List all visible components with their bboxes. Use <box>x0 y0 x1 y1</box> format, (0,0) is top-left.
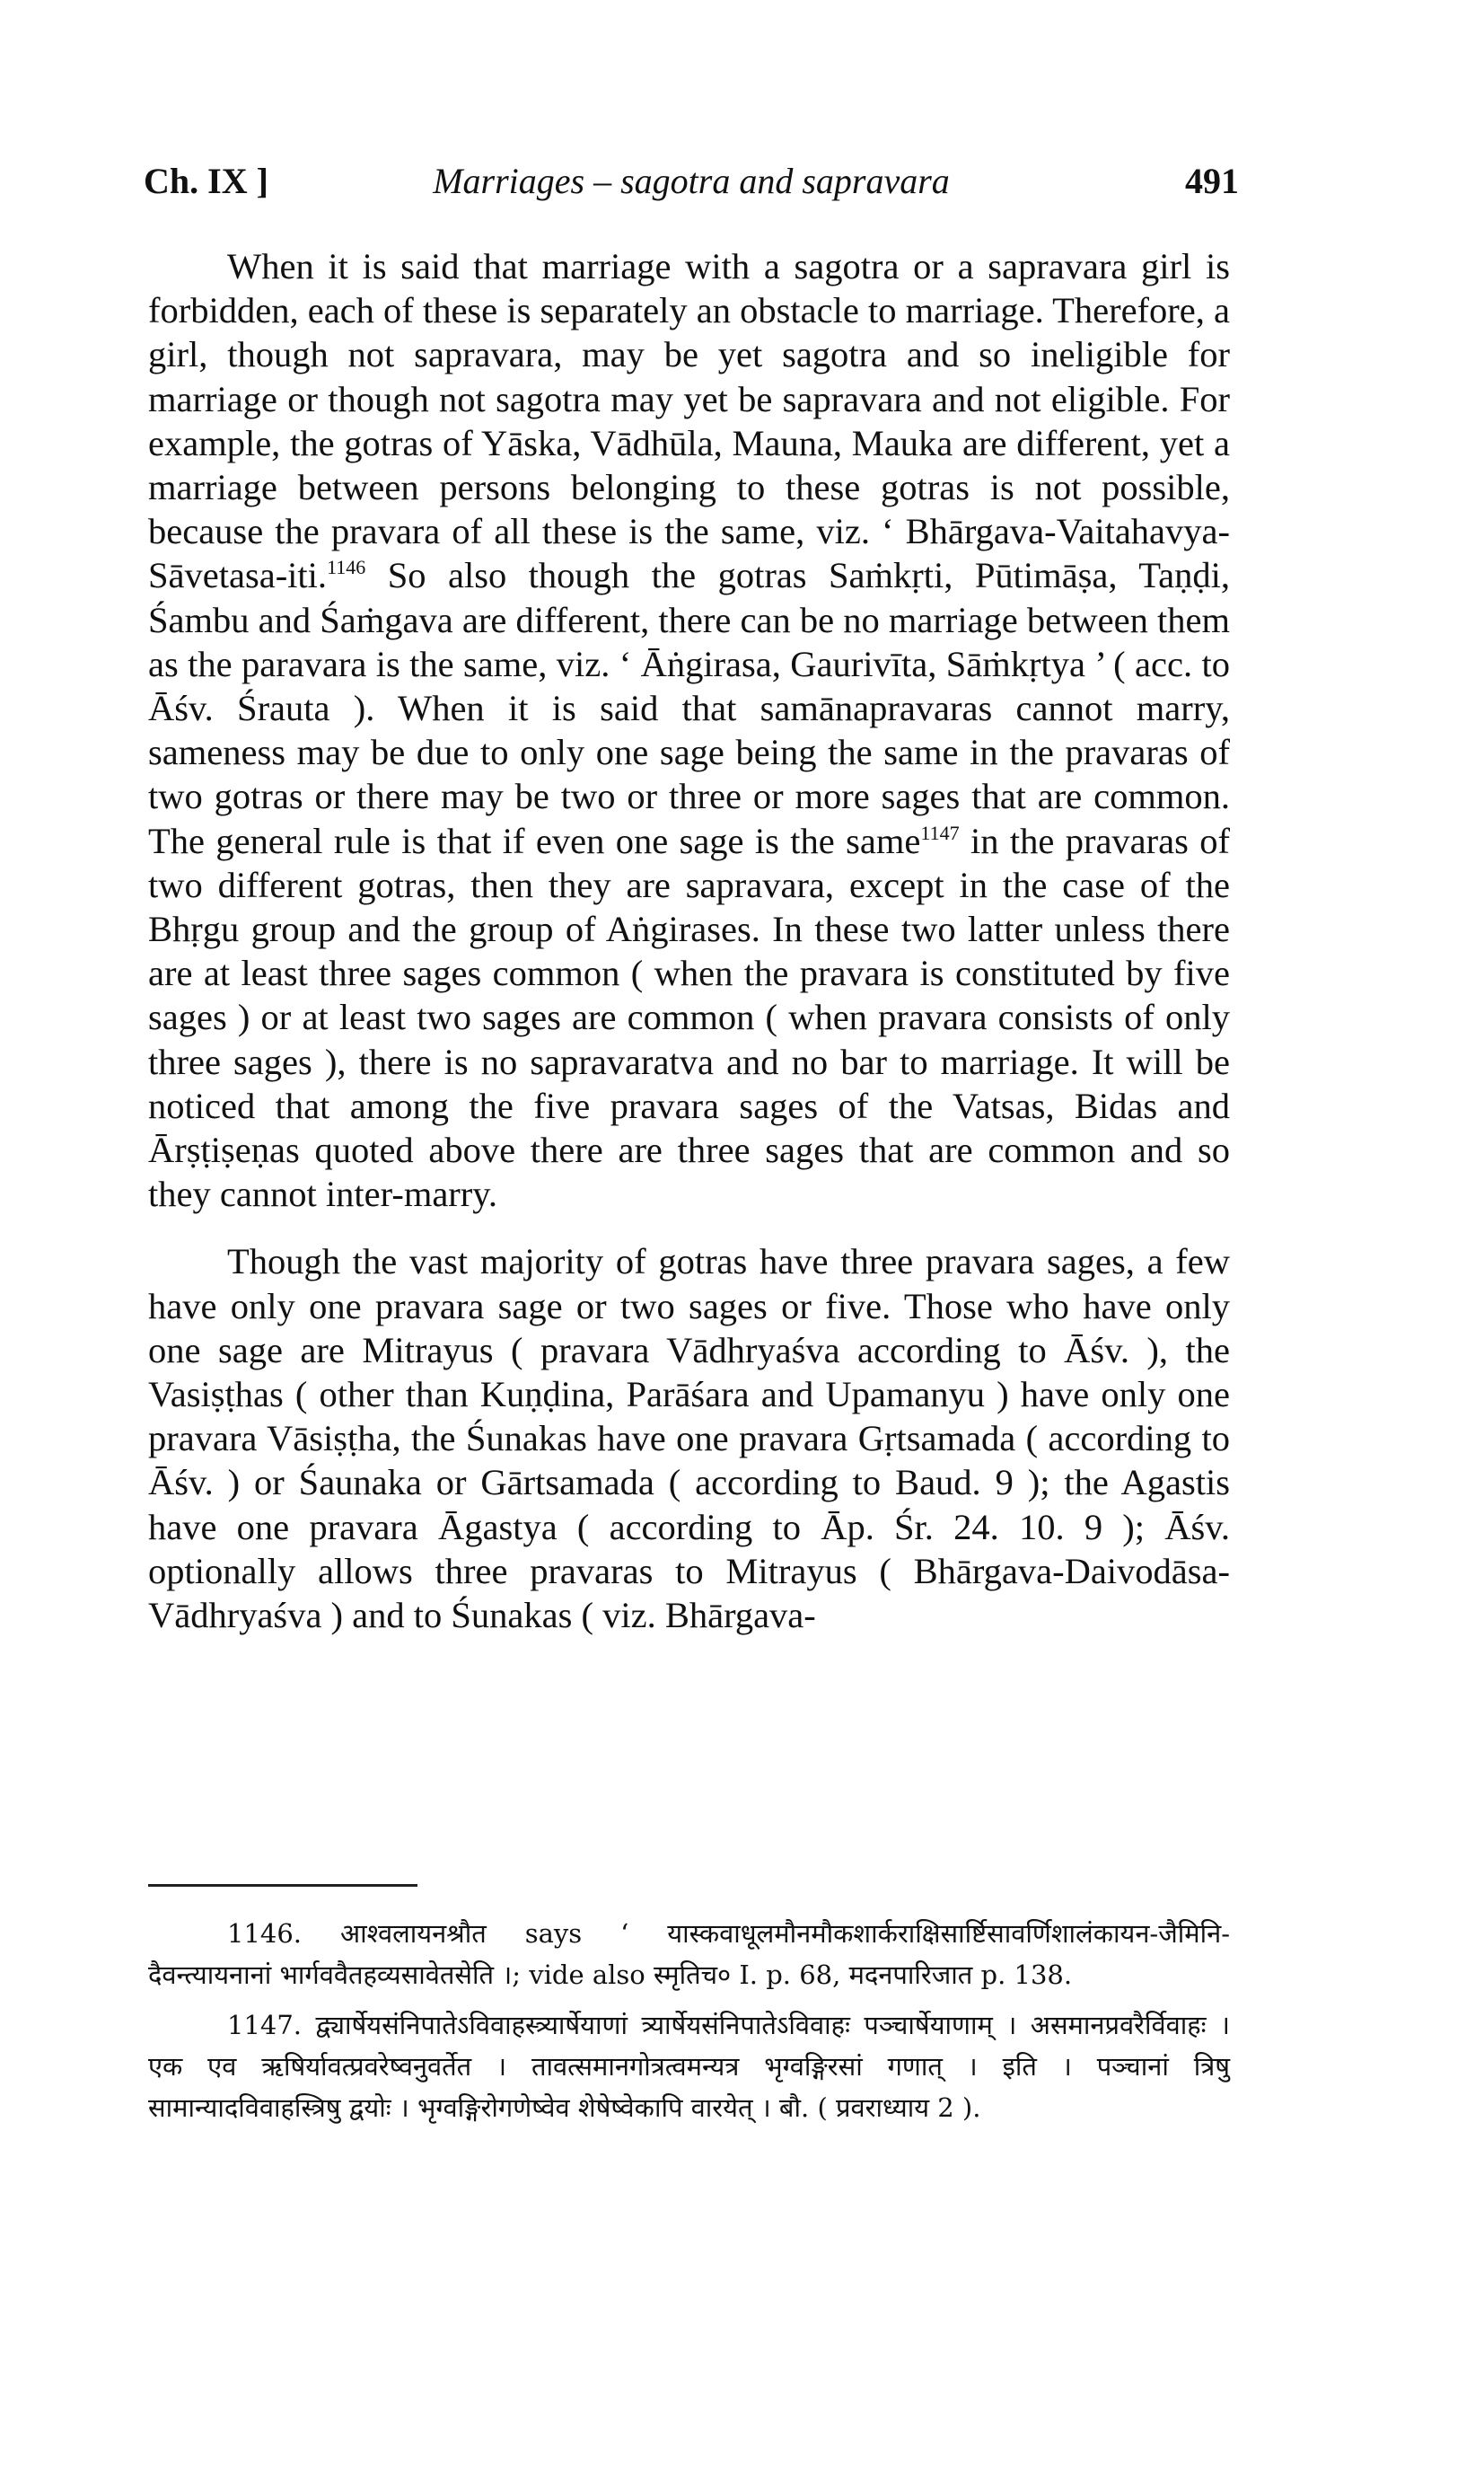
footnotes <box>148 1913 1230 2137</box>
running-title: Marriages – sagotra and sapravara <box>433 161 950 201</box>
paragraph-1-part-c: in the pravaras of two different gotras, then they are sapravara, except in the case of the Bhṛgu group and the group of Aṅgirases. In these two latter unless there are at least three sages common ( when the pravara is constituted by five sages ) or at least two sages are common ( when pravara consists of only three sages ), there is no sapravaratva and no bar to marriage. It will be noticed that among the five pravara sages of the Vatsas, Bidas and Ārṣṭiṣeṇas quoted above there are three sages that are common and so they cannot inter-marry. <box>148 820 1230 1215</box>
running-header <box>144 160 1239 214</box>
footnote-1146: 1146. आश्वलायनश्रौत says ‘ यास्कवाधूलमौनमौकशार्कराक्षिसार्ष्टिसावर्णिशालंकायन-जैमिनि-दैवन्त्यायनानां भार्गववैतहव्यसावेतसेति ।; vide also स्मृतिच० I. p. 68, मदनपारिजात p. 138. <box>148 1918 1230 1990</box>
footnote-divider <box>148 1884 417 1887</box>
paragraph-2: Though the vast majority of gotras have three pravara sages, a few have only one pravara sage or two sages or five. Those who have only one sage are Mitrayus ( pravara Vādhryaśva according to Āśv. ), the Vasiṣṭhas ( other than Kuṇḍina, Parāśara and Upamanyu ) have only one pravara Vāsiṣṭha, the Śunakas have one pravara Gṛtsamada ( according to Āśv. ) or Śaunaka or Gārtsamada ( according to Baud. 9 ); the Agastis have one pravara Āgastya ( according to Āp. Śr. 24. 10. 9 ); Āśv. optionally allows three pravaras to Mitrayus ( Bhārgava-Daivodāsa-Vādhryaśva ) and to Śunakas ( viz. Bhārgava- <box>148 1241 1230 1636</box>
paragraph-1-part-a: When it is said that marriage with a sagotra or a sapravara girl is forbidden, each of these is separately an obstacle to marriage. Therefore, a girl, though not sapravara, may be yet sagotra and so ineligible for marriage or though not sagotra may yet be sapravara and not eligible. For example, the gotras of Yāska, Vādhūla, Mauna, Mauka are different, yet a marriage between persons belonging to these gotras is not possible, because the pravara of all these is the same, viz. ‘ Bhārgava-Vaitahavya-Sāvetasa-iti. <box>148 246 1230 596</box>
footnote-1147: 1147. द्व्यार्षेयसंनिपातेऽविवाहस्त्र्यार्षेयाणां त्र्यार्षेयसंनिपातेऽविवाहः पञ्चार्षेयाणाम् । असमानप्रवरैर्विवाहः । एक एव ऋषिर्यावत्प्रवरेष्वनुवर्तेत । तावत्समानगोत्रत्वमन्यत्र भृग्वङ्गिरसां गणात् । इति । पञ्चानां त्रिषु सामान्यादविवाहस्त्रिषु द्वयोः । भृग्वङ्गिरोगणेष्वेव शेषेष्वेकापि वारयेत् । बौ. ( प्रवराध्याय 2 ). <box>148 2010 1230 2123</box>
footnote-ref-1147: 1147 <box>920 821 960 844</box>
chapter-label: Ch. IX ] <box>144 161 268 201</box>
footnote-ref-1146: 1146 <box>327 556 366 579</box>
paragraph-1 <box>148 244 1230 1216</box>
main-text <box>148 244 1230 1637</box>
page-number: 491 <box>1185 161 1239 201</box>
paragraph-1-part-b: So also though the gotras Saṁkṛti, Pūtimāṣa, Taṇḍi, Śambu and Śaṁgava are different, there can be no marriage between them as the paravara is the same, viz. ‘ Āṅgirasa, Gaurivīta, Sāṁkṛtya ’ ( acc. to Āśv. Śrauta ). When it is said that samānapravaras cannot marry, sameness may be due to only one sage being the same in the pravaras of two gotras or there may be two or three or more sages that are common. The general rule is that if even one sage is the same <box>148 555 1230 861</box>
